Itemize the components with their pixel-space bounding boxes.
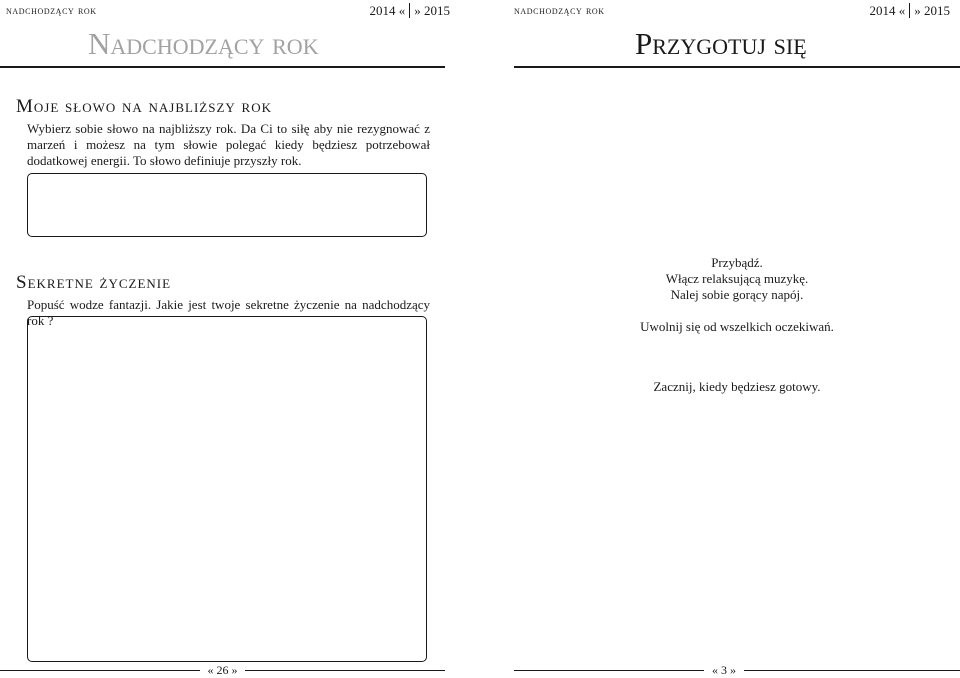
year-range — [870, 3, 951, 19]
page-footer — [0, 663, 480, 677]
year-divider — [909, 3, 910, 18]
start-line: Zacznij, kiedy będziesz gotowy. — [653, 379, 821, 394]
wish-section-text: Popuść wodze fantazji. Jakie jest twoje sekretne życzenie na nadchodzący rok ? — [27, 297, 430, 328]
running-header: nadchodzący rok — [514, 3, 605, 17]
word-section-text: Wybierz sobie słowo na najbliższy rok. Da Ci to siłę aby nie rezygnować z marzeń i możesz na tym słowie polegać kiedy będziesz potrzebował dodatkowej energii. To słowo definiuje przyszły rok. — [27, 121, 430, 168]
footer-rule-right — [744, 670, 960, 671]
footer-rule-left — [0, 670, 200, 671]
year-prev: 2014 « — [869, 3, 906, 18]
wish-input-box[interactable] — [27, 316, 427, 662]
year-prev: 2014 « — [369, 3, 406, 18]
title-rule — [514, 66, 960, 68]
page-number: « 26 » — [207, 663, 238, 677]
left-page — [0, 0, 480, 677]
page-number: « 3 » — [712, 663, 736, 677]
word-input-box[interactable] — [27, 173, 427, 237]
right-page — [480, 0, 960, 677]
page-title: Nadchodzący rok — [88, 26, 319, 61]
instruction-item: Przybądź. — [711, 255, 763, 270]
instruction-item: Nalej sobie gorący napój. — [670, 287, 804, 302]
instruction-list — [610, 255, 864, 303]
footer-rule-left — [514, 670, 704, 671]
running-header: nadchodzący rok — [6, 3, 97, 17]
page-title: Przygotuj się — [635, 26, 807, 61]
instruction-item: Włącz relaksującą muzykę. — [665, 271, 809, 286]
year-range — [370, 3, 451, 19]
word-section-heading: Moje słowo na najbliższy rok — [16, 96, 272, 117]
title-rule — [0, 66, 445, 68]
wish-section-heading: Sekretne życzenie — [16, 272, 172, 293]
year-next: » 2015 — [914, 3, 950, 18]
year-divider — [409, 3, 410, 18]
year-next: » 2015 — [414, 3, 450, 18]
footer-rule-right — [245, 670, 445, 671]
release-line: Uwolnij się od wszelkich oczekiwań. — [640, 319, 834, 334]
page-footer — [480, 663, 960, 677]
